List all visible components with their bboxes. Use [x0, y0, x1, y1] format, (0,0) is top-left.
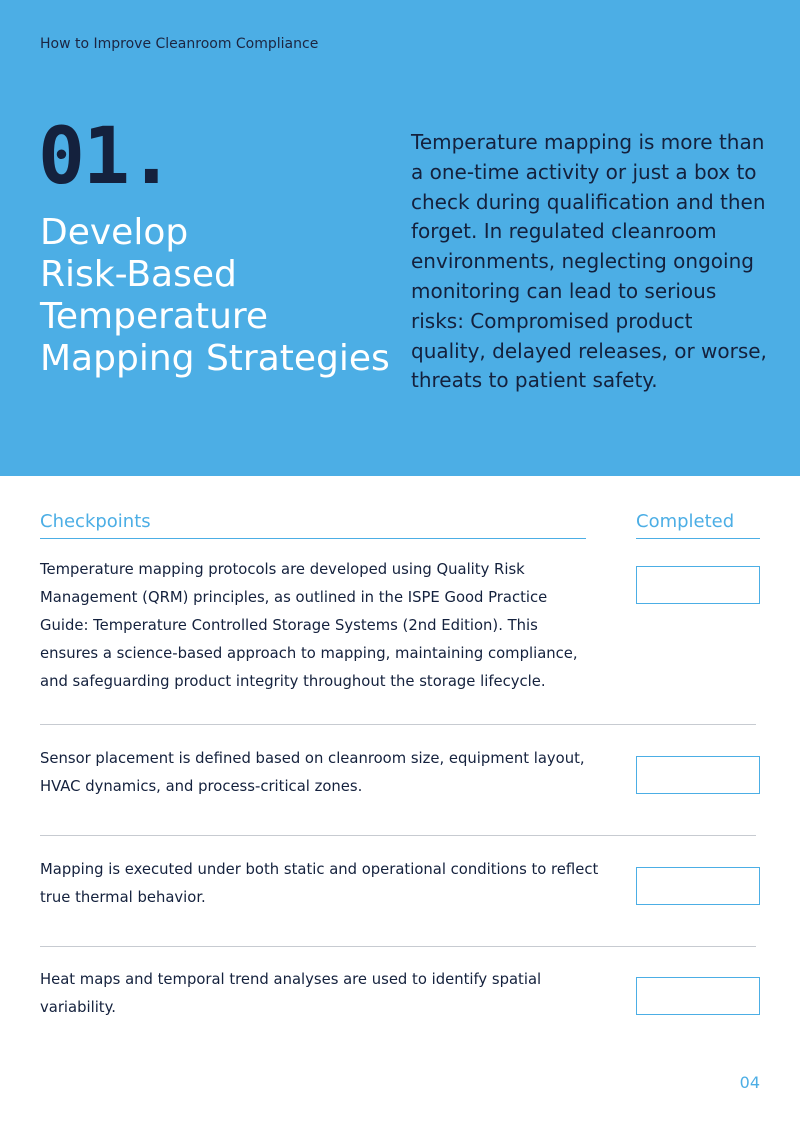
row-divider [40, 946, 756, 947]
completed-checkbox[interactable] [636, 566, 760, 604]
section-number: 01. [38, 112, 173, 202]
completed-checkbox[interactable] [636, 977, 760, 1015]
section-title-line: Mapping Strategies [40, 338, 390, 379]
section-title [40, 212, 400, 380]
hero-banner [0, 0, 800, 476]
intro-paragraph: Temperature mapping is more than a one-time activity or just a box to check during qualification and then forget. In regulated cleanroom environments, neglecting ongoing monitoring can lead to serious risks: Compromised product quality, delayed releases, or worse, threats to patient safety. [411, 130, 767, 393]
section-title-line: Risk-Based [40, 254, 237, 295]
row-divider [40, 724, 756, 725]
completed-column-header: Completed [636, 511, 760, 539]
section-title-line: Develop [40, 212, 189, 253]
checkpoint-text: Mapping is executed under both static and operational conditions to reflect true thermal behavior. [40, 861, 599, 906]
checkpoint-text: Sensor placement is defined based on cleanroom size, equipment layout, HVAC dynamics, and process-critical zones. [40, 750, 585, 795]
section-title-line: Temperature [40, 296, 269, 337]
completed-checkbox[interactable] [636, 756, 760, 794]
checkpoints-column-header: Checkpoints [40, 511, 586, 539]
page-number: 04 [739, 1073, 760, 1092]
row-divider [40, 835, 756, 836]
checkpoint-text: Heat maps and temporal trend analyses are used to identify spatial variability. [40, 971, 542, 1016]
document-kicker: How to Improve Cleanroom Compliance [40, 36, 319, 52]
checkpoint-text: Temperature mapping protocols are developed using Quality Risk Management (QRM) principles, as outlined in the ISPE Good Practice Guide: Temperature Controlled Storage Systems (2nd Edition). This ensures a science-based approach to mapping, maintaining compliance, and safeguarding product integrity throughout the storage lifecycle. [40, 561, 578, 690]
completed-checkbox[interactable] [636, 867, 760, 905]
